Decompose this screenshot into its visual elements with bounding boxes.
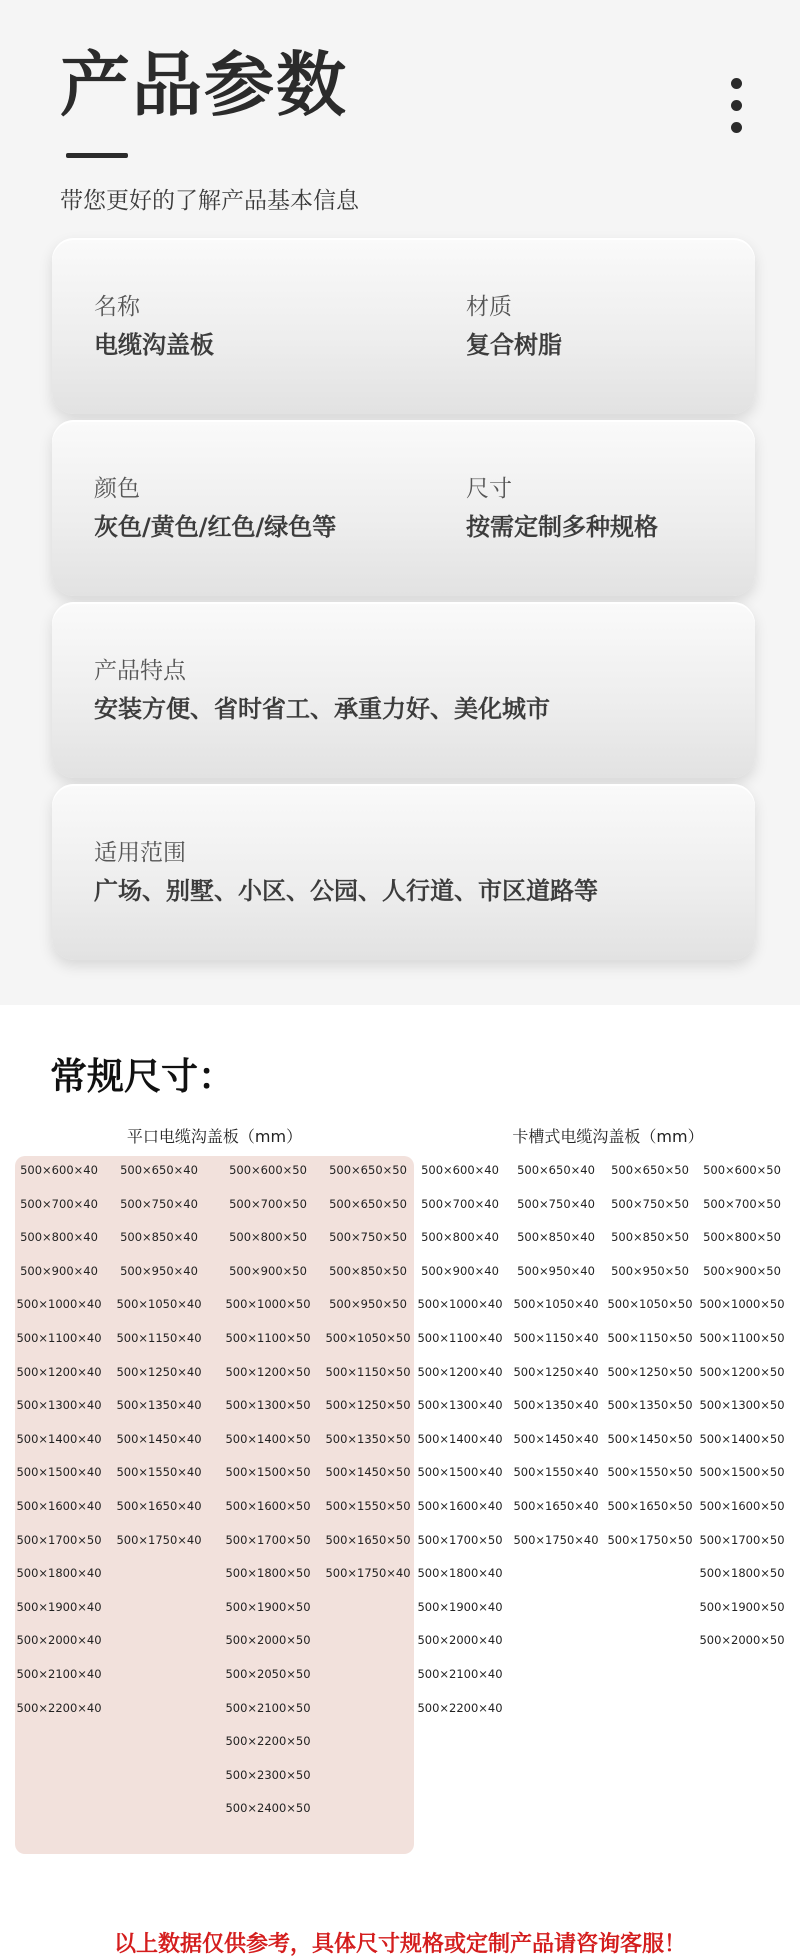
- size-cell: 500×1800×50: [225, 1566, 311, 1581]
- size-cell: 500×1650×50: [607, 1499, 693, 1513]
- size-cell: 500×1750×40: [325, 1566, 411, 1581]
- param-value: 安装方便、省时省工、承重力好、美化城市: [94, 695, 550, 723]
- size-cell: 500×1600×40: [16, 1499, 102, 1513]
- size-cell: 500×1050×40: [116, 1297, 202, 1312]
- size-cell: 500×1550×40: [513, 1465, 599, 1480]
- size-cell: 500×1450×50: [607, 1431, 693, 1446]
- flat-table-title: 平口电缆沟盖板（mm）: [126, 1127, 303, 1146]
- size-cell: 500×2050×50: [225, 1667, 311, 1681]
- size-cell: 500×1700×50: [16, 1532, 102, 1547]
- size-cell: 500×1450×40: [513, 1431, 599, 1446]
- size-cell: 500×1650×50: [325, 1532, 411, 1547]
- size-cell: 500×1200×50: [225, 1364, 311, 1379]
- size-cell: 500×1450×40: [116, 1431, 202, 1446]
- size-cell: 500×1900×50: [225, 1599, 311, 1614]
- size-cell: 500×1400×40: [16, 1431, 102, 1446]
- size-cell: 500×1300×40: [16, 1398, 102, 1413]
- param-card-features: [52, 602, 755, 778]
- slot-table-title: 卡槽式电缆沟盖板（mm）: [512, 1127, 704, 1146]
- page-title: 产品参数: [60, 44, 348, 126]
- size-cell: 500×1900×40: [16, 1599, 102, 1614]
- size-cell: 500×1200×40: [16, 1364, 102, 1379]
- size-cell: 500×1000×50: [699, 1297, 785, 1312]
- size-cell: 500×1350×50: [607, 1398, 693, 1413]
- size-cell: 500×2200×40: [16, 1700, 102, 1715]
- size-cell: 500×950×40: [517, 1263, 595, 1278]
- size-cell: 500×750×50: [611, 1196, 689, 1211]
- size-cell: 500×1000×40: [417, 1297, 503, 1312]
- size-cell: 500×600×50: [229, 1163, 307, 1177]
- size-cell: 500×1550×50: [607, 1465, 693, 1480]
- size-cell: 500×1250×40: [513, 1364, 599, 1379]
- size-cell: 500×1650×40: [116, 1499, 202, 1513]
- size-cell: 500×1600×50: [699, 1499, 785, 1513]
- size-cell: 500×1350×50: [325, 1431, 411, 1446]
- size-cell: 500×700×40: [421, 1196, 499, 1211]
- size-cell: 500×800×40: [421, 1230, 499, 1245]
- size-cell: 500×1400×50: [225, 1431, 311, 1446]
- size-cell: 500×600×40: [20, 1163, 98, 1177]
- size-cell: 500×1250×50: [325, 1398, 411, 1413]
- size-cell: 500×1400×40: [417, 1431, 503, 1446]
- size-cell: 500×1550×40: [116, 1465, 202, 1480]
- size-cell: 500×1150×40: [116, 1331, 202, 1345]
- size-cell: 500×2000×40: [16, 1633, 102, 1648]
- size-cell: 500×900×40: [20, 1263, 98, 1278]
- size-cell: 500×2100×40: [417, 1667, 503, 1681]
- param-value: 按需定制多种规格: [466, 513, 658, 541]
- size-cell: 500×1000×40: [16, 1297, 102, 1312]
- size-cell: 500×700×50: [229, 1196, 307, 1211]
- size-cell: 500×850×40: [120, 1230, 198, 1245]
- size-cell: 500×650×50: [329, 1196, 407, 1211]
- size-cell: 500×2000×50: [225, 1633, 311, 1648]
- size-cell: 500×1800×50: [699, 1566, 785, 1581]
- size-cell: 500×1650×40: [513, 1499, 599, 1513]
- size-cell: 500×600×50: [703, 1163, 781, 1177]
- size-cell: 500×1300×50: [699, 1398, 785, 1413]
- param-label: 颜色: [94, 476, 140, 502]
- param-field: [94, 478, 336, 539]
- param-label: 材质: [466, 294, 512, 320]
- size-cell: 500×900×50: [229, 1263, 307, 1278]
- size-cell: 500×850×40: [517, 1230, 595, 1245]
- param-field: [94, 296, 214, 357]
- size-cell: 500×1700×50: [225, 1532, 311, 1547]
- size-cell: 500×1700×50: [699, 1532, 785, 1547]
- size-cell: 500×650×50: [611, 1163, 689, 1177]
- size-cell: 500×1500×50: [699, 1465, 785, 1480]
- size-cell: 500×1100×50: [699, 1331, 785, 1345]
- param-label: 名称: [94, 294, 140, 320]
- size-cell: 500×1600×50: [225, 1499, 311, 1513]
- size-cell: 500×750×40: [120, 1196, 198, 1211]
- size-cell: 500×900×40: [421, 1263, 499, 1278]
- size-cell: 500×1100×40: [16, 1331, 102, 1345]
- size-cell: 500×1150×40: [513, 1331, 599, 1345]
- param-value: 灰色/黄色/红色/绿色等: [94, 513, 337, 541]
- size-cell: 500×1750×40: [513, 1532, 599, 1547]
- size-cell: 500×1600×40: [417, 1499, 503, 1513]
- more-vertical-icon[interactable]: [726, 78, 746, 134]
- size-cell: 500×1750×40: [116, 1532, 202, 1547]
- size-cell: 500×1900×40: [417, 1599, 503, 1614]
- page-subtitle: 带您更好的了解产品基本信息: [60, 188, 359, 214]
- size-cell: 500×1050×40: [513, 1297, 599, 1312]
- size-cell: 500×1050×50: [607, 1297, 693, 1312]
- size-cell: 500×1800×40: [16, 1566, 102, 1581]
- size-cell: 500×700×40: [20, 1196, 98, 1211]
- size-cell: 500×1200×40: [417, 1364, 503, 1379]
- param-card-color-size: [52, 420, 755, 596]
- size-cell: 500×600×40: [421, 1163, 499, 1177]
- param-value: 复合树脂: [466, 331, 562, 359]
- size-cell: 500×1250×50: [607, 1364, 693, 1379]
- sizes-title: 常规尺寸：: [50, 1055, 235, 1098]
- size-cell: 500×800×40: [20, 1230, 98, 1245]
- size-cell: 500×1250×40: [116, 1364, 202, 1379]
- size-cell: 500×800×50: [703, 1230, 781, 1245]
- size-cell: 500×1350×40: [116, 1398, 202, 1413]
- size-cell: 500×2000×40: [417, 1633, 503, 1648]
- title-underline: [66, 153, 128, 158]
- size-cell: 500×1100×40: [417, 1331, 503, 1345]
- size-cell: 500×950×50: [611, 1263, 689, 1278]
- size-cell: 500×1400×50: [699, 1431, 785, 1446]
- size-cell: 500×850×50: [329, 1263, 407, 1278]
- param-label: 尺寸: [466, 476, 512, 502]
- size-cell: 500×2300×50: [225, 1767, 311, 1782]
- size-cell: 500×1100×50: [225, 1331, 311, 1345]
- param-field: [466, 296, 562, 357]
- param-field: [94, 660, 550, 721]
- size-cell: 500×950×50: [329, 1297, 407, 1312]
- size-cell: 500×650×50: [329, 1163, 407, 1177]
- size-cell: 500×1550×50: [325, 1499, 411, 1513]
- param-value: 电缆沟盖板: [94, 331, 214, 359]
- disclaimer: 以上数据仅供参考，具体尺寸规格或定制产品请咨询客服！: [113, 1932, 686, 1957]
- size-cell: 500×650×40: [517, 1163, 595, 1177]
- size-cell: 500×1750×50: [607, 1532, 693, 1547]
- size-cell: 500×1500×40: [16, 1465, 102, 1480]
- size-cell: 500×1150×50: [607, 1331, 693, 1345]
- size-cell: 500×1150×50: [325, 1364, 411, 1379]
- size-cell: 500×1450×50: [325, 1465, 411, 1480]
- param-field: [466, 478, 658, 539]
- size-cell: 500×750×40: [517, 1196, 595, 1211]
- size-cell: 500×2100×40: [16, 1667, 102, 1681]
- param-field: [94, 842, 598, 903]
- size-cell: 500×900×50: [703, 1263, 781, 1278]
- size-cell: 500×1000×50: [225, 1297, 311, 1312]
- size-cell: 500×1050×50: [325, 1331, 411, 1345]
- size-cell: 500×1500×50: [225, 1465, 311, 1480]
- size-cell: 500×2100×50: [225, 1700, 311, 1715]
- size-cell: 500×800×50: [229, 1230, 307, 1245]
- size-cell: 500×1300×40: [417, 1398, 503, 1413]
- size-cell: 500×1700×50: [417, 1532, 503, 1547]
- param-label: 适用范围: [94, 840, 186, 866]
- size-cell: 500×750×50: [329, 1230, 407, 1245]
- size-cell: 500×1350×40: [513, 1398, 599, 1413]
- size-cell: 500×2000×50: [699, 1633, 785, 1648]
- size-cell: 500×700×50: [703, 1196, 781, 1211]
- param-value: 广场、别墅、小区、公园、人行道、市区道路等: [94, 877, 598, 905]
- size-cell: 500×2400×50: [225, 1801, 311, 1816]
- size-cell: 500×650×40: [120, 1163, 198, 1177]
- size-cell: 500×950×40: [120, 1263, 198, 1278]
- size-cell: 500×2200×40: [417, 1700, 503, 1715]
- size-cell: 500×850×50: [611, 1230, 689, 1245]
- param-card-applications: [52, 784, 755, 960]
- size-cell: 500×2200×50: [225, 1734, 311, 1749]
- size-cell: 500×1500×40: [417, 1465, 503, 1480]
- param-label: 产品特点: [94, 658, 186, 684]
- size-cell: 500×1800×40: [417, 1566, 503, 1581]
- param-card-name-material: [52, 238, 755, 414]
- size-cell: 500×1200×50: [699, 1364, 785, 1379]
- size-cell: 500×1900×50: [699, 1599, 785, 1614]
- size-cell: 500×1300×50: [225, 1398, 311, 1413]
